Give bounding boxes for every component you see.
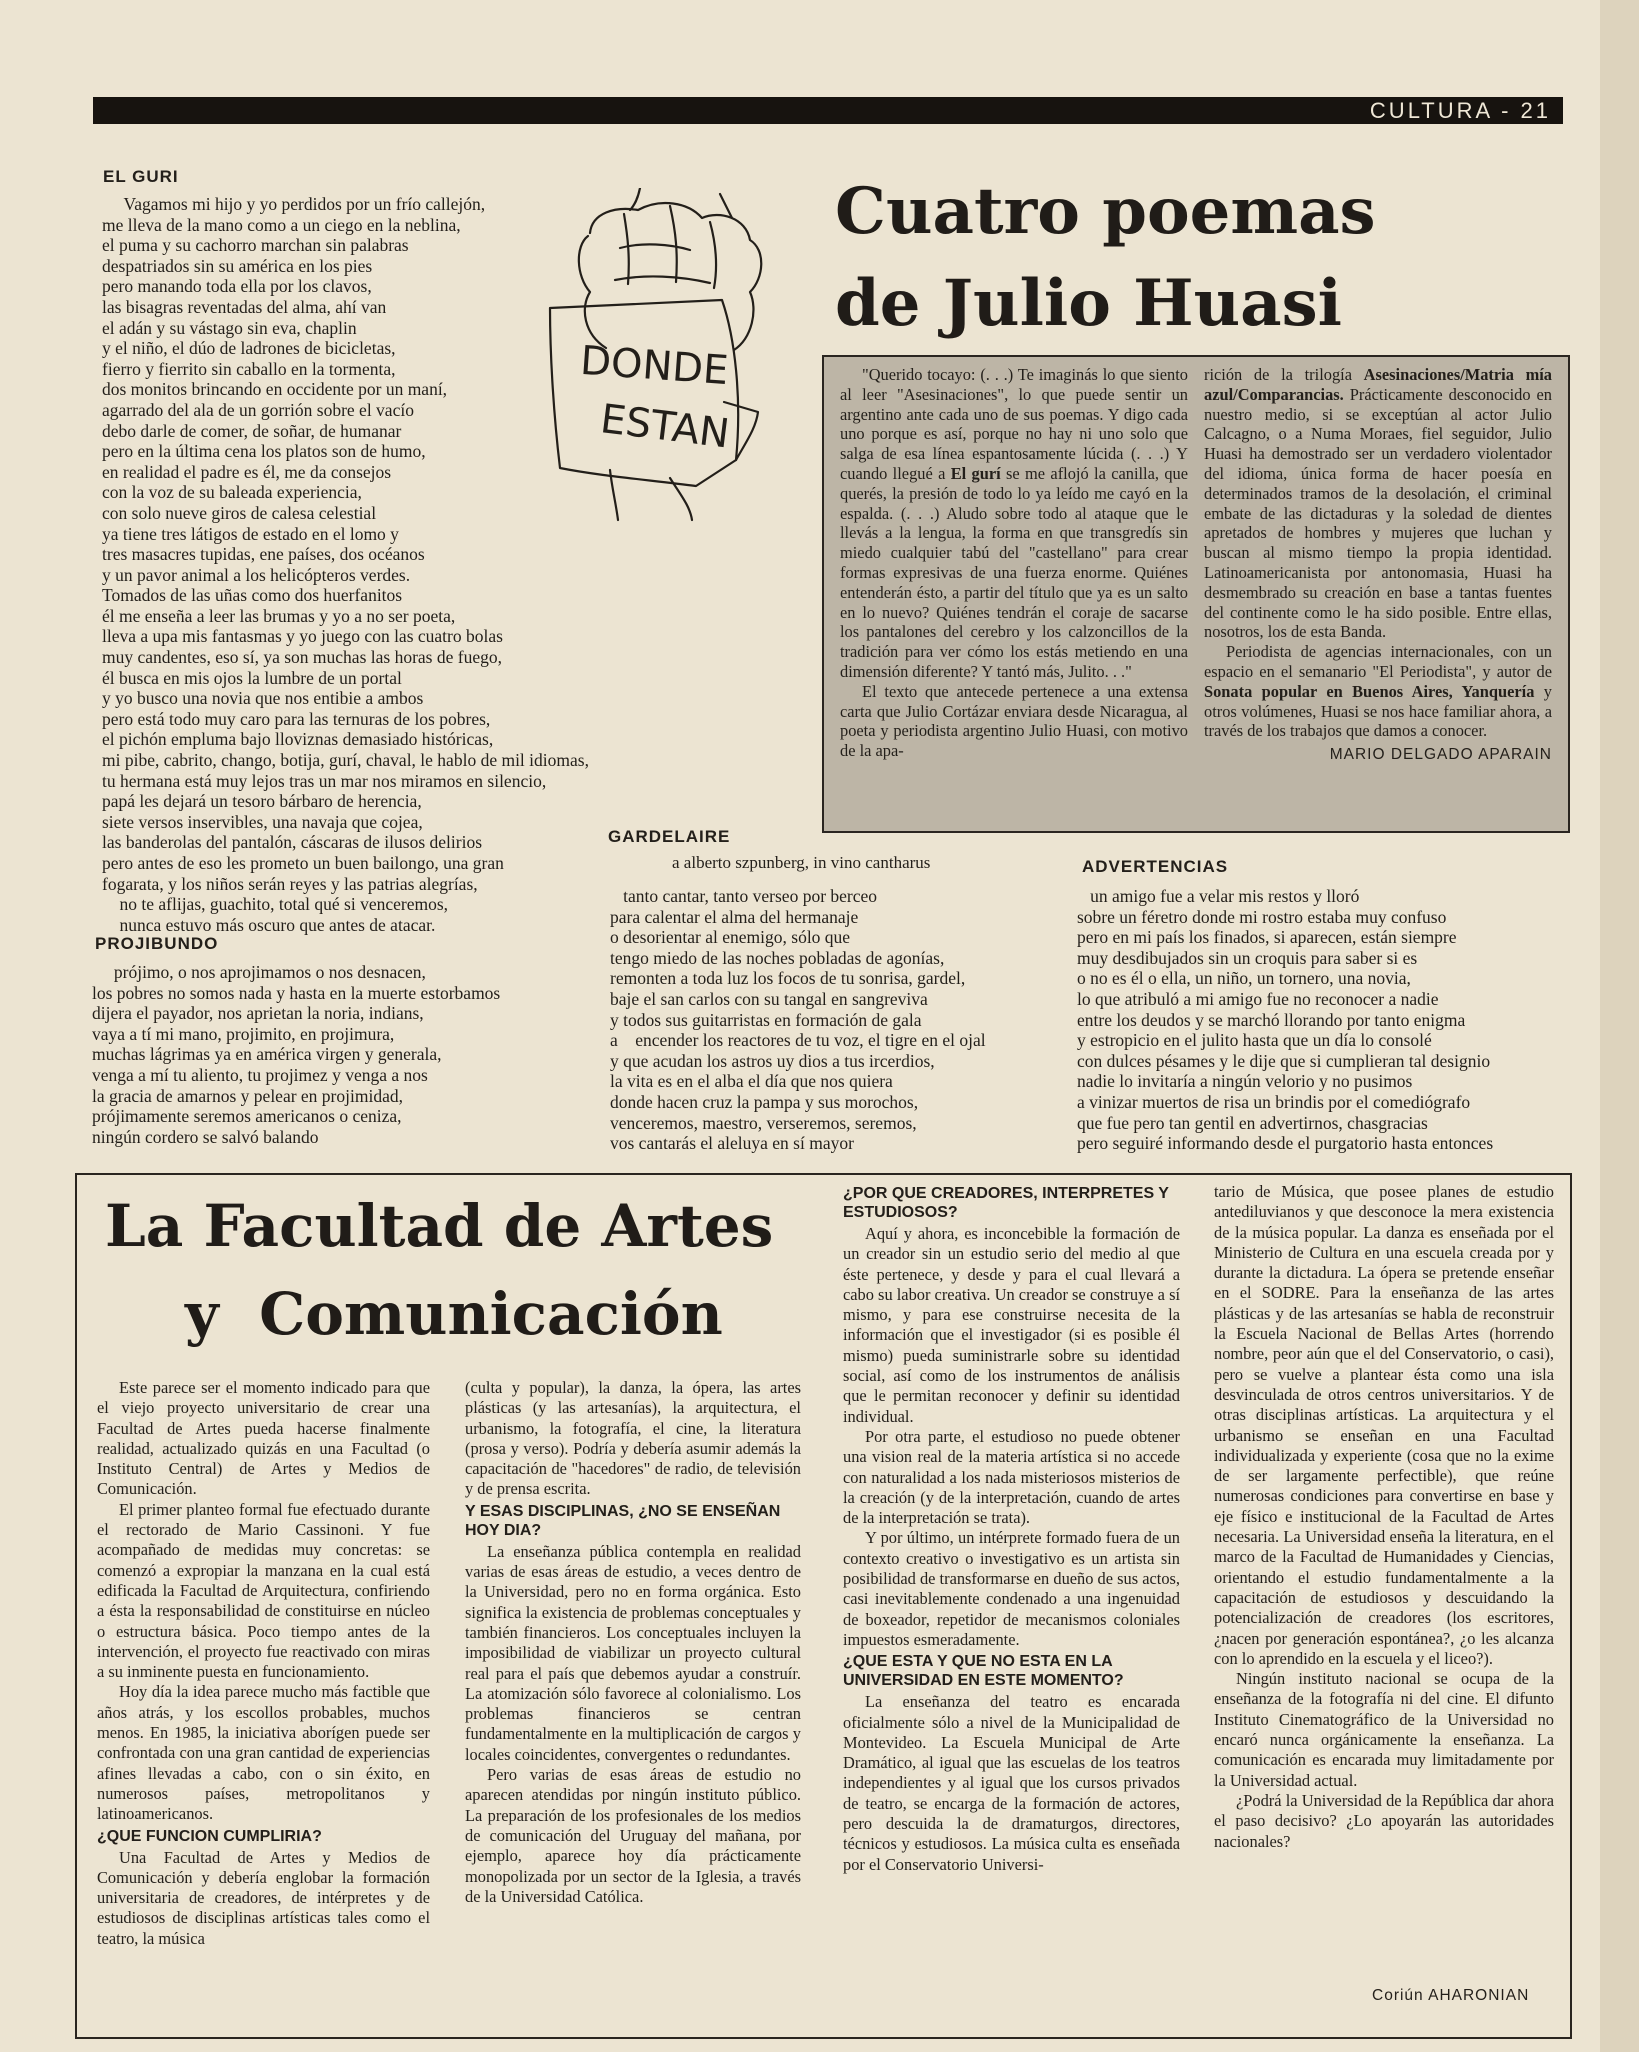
article-paragraph: ¿Podrá la Universidad de la República dar ahora el paso decisivo? ¿Lo apoyarán las autoridades nacionales?	[1214, 1790, 1554, 1851]
poem-projibundo: prójimo, o nos aprojimamos o nos desnacen, los pobres no somos nada y hasta en la muerte estorbamos dijera el payador, nos aprietan la noria, indians, vaya a tí mi mano, projimito, en projimura, muchas lágrimas ya en américa virgen y generala, venga a mí tu aliento, tu projimez y venga a nos la gracia de amarnos y pelear en projimidad, prójimamente seremos americanos o ceniza, ningún cordero se salvó balando	[92, 962, 501, 1147]
intro-text-bold: El gurí	[950, 463, 1001, 483]
article-paragraph: Por otra parte, el estudioso no puede obtener una vision real de la materia artística si no accede con naturalidad a los nada misteriosos misterios de la creación (y de la interpretación, cuando de artes de la interpretación se trata).	[843, 1426, 1180, 1528]
article-column-3	[843, 1182, 1180, 1875]
poem-title-projibundo: PROJIBUNDO	[95, 934, 219, 953]
section-header-bar	[93, 97, 1563, 124]
article-subheading: ¿POR QUE CREADORES, INTERPRETES Y ESTUDIOSOS?	[843, 1185, 1169, 1221]
article-paragraph: Pero varias de esas áreas de estudio no aparecen atendidas por ningún instituto público. La preparación de los profesionales de los medios de comunicación del Uruguay del mañana, por ejemplo, aparece hoy día prácticamente monopolizada por un sector de la Iglesia, a través de la Universidad Católica.	[465, 1765, 801, 1906]
intro-box	[822, 355, 1570, 833]
article-signature: Coriún AHARONIAN	[1372, 1987, 1530, 2004]
poem-title-el-guri: EL GURI	[103, 167, 179, 186]
article-paragraph: (culta y popular), la danza, la ópera, las artes plásticas (y las artesanías), la arquitectura, el urbanismo, la fotografía, el cine, la literatura (prosa y verso). Podría y debería asumir además la capacitación de "hacedores" de radio, de televisión y de prensa escrita.	[465, 1378, 801, 1499]
intro-paragraph	[1204, 365, 1552, 642]
article-column-1	[97, 1378, 430, 1949]
intro-paragraph	[840, 365, 1188, 682]
article-paragraph: La enseñanza pública contempla en realidad varias de esas áreas de estudio, a veces dentro de la Universidad, pero no en forma orgánica. Esto significa la existencia de problemas conceptuales y también financieros. Los conceptuales incluyen la imposibilidad de viabilizar un proyecto cultural real para el país que debemos ayudar a construír. La atomización sólo favorece al colonialismo. Los problemas financieros se centran fundamentalmente en la multiplicación de cargos y locales coincidentes, convergentes o redundantes.	[465, 1541, 801, 1764]
poem-title-gardelaire: GARDELAIRE	[608, 827, 731, 846]
section-label: CULTURA - 21	[1369, 98, 1551, 123]
sign-text-line1: DONDE	[578, 337, 730, 395]
poem-title-advertencias: ADVERTENCIAS	[1082, 857, 1229, 876]
intro-paragraph	[1204, 642, 1552, 741]
article-subheading: ¿QUE ESTA Y QUE NO ESTA EN LA UNIVERSIDAD EN ESTE MOMENTO?	[843, 1653, 1124, 1690]
article-paragraph: Este parece ser el momento indicado para que el viejo proyecto universitario de crear una Facultad de Artes pueda hacerse finalmente realidad, actualizado quizás en una Facultad (o Instituto Central) de Artes y Medios de Comunicación.	[97, 1378, 430, 1499]
intro-signature: MARIO DELGADO APARAIN	[1329, 746, 1552, 764]
article-paragraph: Una Facultad de Artes y Medios de Comunicación y debería englobar la formación universitaria de creadores, de intérpretes y de estudiosos de disciplinas artísticas tales como el teatro, la música	[97, 1847, 430, 1948]
poem-el-guri: Vagamos mi hijo y yo perdidos por un frío callejón, me lleva de la mano como a un ciego en la neblina, el puma y su cachorro marchan sin palabras despatriados sin su américa en los pies pero manando toda ella por los clavos, las bisagras reventadas del alma, ahí van el adán y su vástago sin eva, chaplin y el niño, el dúo de ladrones de bicicletas, fierro y fierrito sin caballo en la tormenta, dos monitos brincando en occidente por un maní, agarrado del ala de un gorrión sobre el vacío debo darle de comer, de soñar, de humanar pero en la última cena los platos son de humo, en realidad el padre es él, me da consejos con la voz de su baleada experiencia, con solo nueve giros de calesa celestial ya tiene tres látigos de estado en el lomo y tres masacres tupidas, ene países, dos océanos y un pavor animal a los helicópteros verdes. Tomados de las uñas como dos huerfanitos él me enseña a leer las brumas y yo a no ser poeta, lleva a upa mis fantasmas y yo juego con las cuatro bolas muy candentes, eso sí, ya son muchas las horas de fuego, él busca en mis ojos la lumbre de un portal y yo busco una novia que nos entibie a ambos pero está todo muy caro para las ternuras de los pobres, el pichón empluma bajo lloviznas demasiado históricas, mi pibe, cabrito, chango, botija, gurí, chaval, le hablo de mil idiomas, tu hermana está muy lejos tras un mar nos miramos en silencio, papá les dejará un tesoro bárbaro de herencia, siete versos inservibles, una navaja que cojea, las banderolas del pantalón, cáscaras de ilusos delirios pero antes de eso les prometo un buen bailongo, una gran fogarata, y los niños serán reyes y las patrias alegrías, no te aflijas, guachito, total qué si venceremos, nunca estuvo más oscuro que antes de atacar.	[102, 194, 589, 935]
article-paragraph: Hoy día la idea parece mucho más factible que años atrás, y los escollos probables, muchos menos. En 1985, la iniciativa aborígen puede ser confrontada con una gran cantidad de experiencias afines llevadas a cabo, con o sin éxito, en numerosos países, metropolitanos y latinoamericanos.	[97, 1682, 430, 1824]
article-paragraph: Ningún instituto nacional se ocupa de la enseñanza de la fotografía ni del cine. El difunto Instituto Cinematográfico de la Universidad no encaró nunca orgánicamente la enseñanza. La comunicación es encarada muy limitadamente por la Universidad actual.	[1214, 1669, 1554, 1790]
article-subheading: ¿QUE FUNCION CUMPLIRIA?	[97, 1827, 322, 1845]
intro-text: "Querido tocayo: (. . .) Te imaginás lo que siento al leer "Asesinaciones", lo que puede sentir un argentino ante cada uno de sus poemas. Y digo cada uno porque es así, porque no hay ni uno solo que salga de esa línea espantosamente lúcida (. . .) Y cuando llegué a	[840, 365, 1188, 483]
intro-paragraph: El texto que antecede pertenece a una extensa carta que Julio Cortázar enviara desde Nicaragua, al poeta y periodista argentino Julio Huasi, con motivo de la apa-	[840, 681, 1188, 761]
intro-text: Julio Huasi ha demostrado ser un verdadero violentador del idioma, única forma de hacer poesía en determinados tramos de la desolación, el criminal embate de las dictaduras y la soledad de dientes apretados de hombres y mujeres que luchan y buscan al mismo tiempo la propia identidad. Latinoamericanista por antonomasia, Huasi ha desmembrado su creación en base a tantas fuentes del continente como le ha sido posible. Entre ellas, nosotros, los de esta Banda.	[1204, 424, 1552, 642]
article-paragraph: La enseñanza del teatro es encarada oficialmente sólo a nivel de la Municipalidad de Montevideo. La Escuela Municipal de Arte Dramático, al igual que las escuelas de los teatros independientes y al igual que los cursos privados de teatro, se encarga de la formación de actores, pero descuida la de dramaturgos, directores, técnicos y estudiosos. La música culta es enseñada por el Conservatorio Universi-	[843, 1692, 1180, 1874]
poem-dedication: a alberto szpunberg, in vino cantharus	[672, 853, 931, 872]
intro-text: y otros volúmenes, Huasi se nos hace familiar ahora, a través de los trabajos que damos a conocer.	[1204, 681, 1552, 741]
intro-column-2	[1204, 365, 1552, 765]
article-title-line1: La Facultad de Artes	[105, 1192, 774, 1260]
poem-gardelaire: tanto cantar, tanto verseo por berceo para calentar el alma del hermanaje o desorientar al enemigo, sólo que tengo miedo de las noches pobladas de agonías, remonten a toda luz los focos de tu sonrisa, gardel, baje el san carlos con su tangal en sangreviva y todos sus guitarristas en formación de gala a encender los reactores de tu voz, el tigre en el ojal y que acudan los astros uy dios a tus ircerdios, la vita es en el alba el día que nos quiera donde hacen cruz la pampa y sus morochos, venceremos, maestro, verseremos, seremos, vos cantarás el aleluya en sí mayor	[610, 886, 986, 1154]
article-paragraph: tario de Música, que posee planes de estudio antediluvianos y que desconoce la mera existencia de la música popular. La danza es enseñada por el Ministerio de Cultura en una escuela creada por y durante la dictadura. La ópera se pretende enseñar en el SODRE. Para la enseñanza de las artes plásticas y de las artesanías se habla de reconstruir la Escuela Nacional de Bellas Artes (horrendo nombre, peor aún que el del Conservatorio, o casi), pero se vuelve a plantear ésta como una isla desvinculada de otros centros universitarios. Y de otras disciplinas artísticas. La arquitectura y el urbanismo se enseñan en una Facultad individualizada y experiente (cosa que no la exime de ser largamente perfectible), que reúne numerosas condiciones para convertirse en base y eje físico e institucional de la Facultad de Artes necesaria. La Universidad enseña la literatura, en el marco de la Facultad de Humanidades y Ciencias, orientando el estudio fundamentalmente a la capacitación de estudiosos y descuidando la potencialización de creadores (los escritores, ¿nacen por generación espontánea?, ¿o les alcanza con lo aprendido en la escuela y el liceo?).	[1214, 1182, 1554, 1668]
poem-advertencias: un amigo fue a velar mis restos y lloró sobre un féretro donde mi rostro estaba muy confuso pero en mi país los finados, si aparecen, están siempre muy desdibujados sin un croquis para saber si es o no es él o ella, un niño, un tornero, una novia, lo que atribuló a mi amigo fue no reconocer a nadie entre los deudos y se marchó llorando por tanto enigma y estropicio en el julito hasta que un día lo consolé con dulces pésames y le dije que si cumplieran tal designio nadie lo invitaría a ningún velorio y no pusimos a vinizar muertos de risa un brindis por el comediógrafo que fue pero tan gentil en advertirnos, chasgracias pero seguiré informando desde el purgatorio hasta entonces	[1077, 886, 1494, 1154]
intro-column-1	[840, 365, 1188, 761]
page-edge	[1600, 0, 1639, 2052]
sign-text-line2: ESTAN	[597, 396, 732, 458]
fist-with-sign-illustration	[520, 188, 790, 528]
article-subheading: Y ESAS DISCIPLINAS, ¿NO SE ENSEÑAN HOY DIA?	[465, 1502, 781, 1539]
intro-text: Periodista de agencias internacionales, con un espacio en el semanario "El Periodista", y autor de	[1204, 642, 1552, 681]
article-paragraph: Y por último, un intérprete formado fuera de un contexto creativo o investigativo es un artista sin posibilidad de transformarse en dueño de sus actos, casi inevitablemente condenado a una ingenuidad de boxeador, repetidor de mecanismos coloniales impuestos esmeradamente.	[843, 1528, 1180, 1649]
intro-text-bold: Sonata popular en Buenos Aires, Yanquería	[1204, 681, 1535, 701]
article-column-2	[465, 1378, 801, 1907]
intro-text: se me aflojó la canilla, que querés, la presión de todo lo ya leído me cayó en la espalda. (. . .) Aludo sobre todo al ataque que le llevás a la lengua, la forma en que transgredís sin miedo cualquier tabú del "castellano" para crear formas expresivas de una fuerza enorme. Quiénes entenderán ésto, a partir del título que ya es un salto en lo nuevo? Quiénes tendrán el coraje de sacarse los pantalones del cerebro y los calzoncillos de la tradición para ver cómo los estás metiendo en una dimensión diferente? Y tantó más, Julito. . ."	[840, 463, 1188, 681]
intro-text: Prácticamente desconocido en nuestro medio, si se exceptúan al actor Julio Calcagno, o a Numa Moraes, fiel seguidor,	[1204, 384, 1552, 444]
main-title-line2: de Julio Huasi	[835, 266, 1342, 341]
article-title-line2: y Comunicación	[185, 1280, 723, 1348]
article-column-4	[1214, 1182, 1554, 1852]
article-paragraph: Aquí y ahora, es inconcebible la formación de un creador sin un estudio serio del medio al que éste pertenece, y desde y para el cual llevará a cabo su labor creativa. Un creador se construye a sí mismo, y para ese construirse necesita de la información que el investigador (si es posible él mismo) pueda suministrarle sobre su identidad social, así como de los instrumentos de análisis que le permitan reconocer y definir su identidad individual.	[843, 1224, 1180, 1426]
article-paragraph: El primer planteo formal fue efectuado durante el rectorado de Mario Cassinoni. Y fue acompañado de medidas muy concretas: se comenzó a expropiar la manzana en la cual está edificada la Facultad de Arquitectura, confiriendo a ésta la responsabilidad de constituirse en núcleo o estructura básica. Poco tiempo antes de la intervención, el proyecto fue reactivado con miras a su inminente puesta en funcionamiento.	[97, 1499, 430, 1682]
intro-text: rición de la trilogía	[1204, 365, 1364, 384]
main-title-line1: Cuatro poemas	[835, 174, 1376, 249]
intro-text-bold: Asesinaciones/Matria mía azul/Comparancias.	[1204, 365, 1553, 404]
